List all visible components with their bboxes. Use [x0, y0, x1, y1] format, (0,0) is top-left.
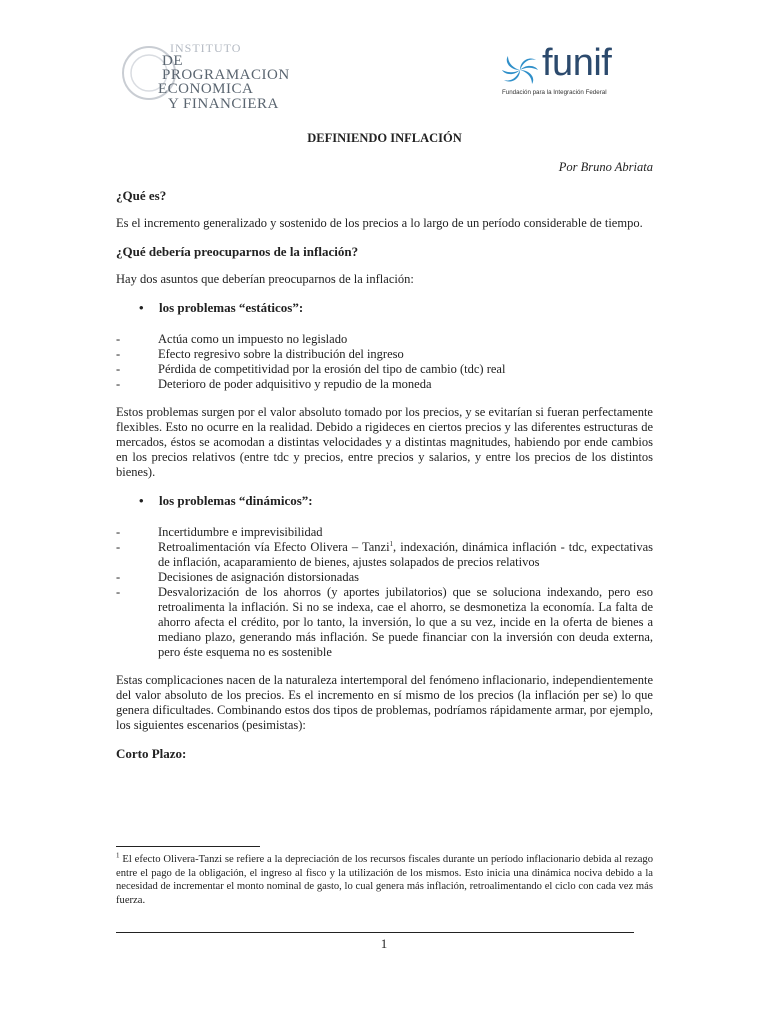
dash-icon: - [116, 525, 121, 539]
footnote-mark: 1 [116, 851, 120, 860]
logo-line-4: Y FINANCIERA [168, 96, 279, 112]
list-item: - Desvalorización de los ahorros (y aportes jubilatorios) que se soluciona indexando, pero eso retroalimenta la inflación. Si no se indexa, cae el ahorro, se desmonetiza la economía. La falta de ahorro afecta el crédito, por lo tanto, la inversión, lo que a su vez, incide en la oferta de bienes a mediano plazo, generando más inflación. Se puede financiar con la inversión con deuda externa, pero éste esquema no es sostenible [116, 585, 653, 659]
intro-paragraph: Hay dos asuntos que deberían preocuparnos de la inflación: [116, 272, 414, 286]
footnote-text: El efecto Olivera-Tanzi se refiere a la depreciación de los recursos fiscales durante un período inflacionario debida al rezago entre el pago de la obligación, el ingreso al fisco y la utilización de los mismos. Esto inicia una dinámica nociva debido a la necesidad de incrementar el monto nominal de gasto, lo cual genera más inflación, retroalimentando el ciclo con cada vez más fuerza. [116, 854, 653, 906]
list-item: - Incertidumbre e imprevisibilidad [116, 525, 323, 539]
funif-logo [500, 42, 650, 102]
dash-icon: - [116, 377, 121, 391]
conclusion-paragraph: Estas complicaciones nacen de la naturaleza intertemporal del fenómeno inflacionario, independientemente del valor absoluto de los precios. Es el incremento en sí mismo de los precios (la inflación per se) lo que genera dificultades. Combinando estos dos tipos de problemas, podríamos rápidamente armar, por ejemplo, los siguientes escenarios (pesimistas): [116, 673, 653, 732]
document-title: DEFINIENDO INFLACIÓN [307, 131, 462, 145]
question-why-worry: ¿Qué debería preocuparnos de la inflación? [116, 244, 359, 259]
static-problems-label: los problemas “estáticos”: [159, 300, 304, 315]
dash-icon: - [116, 362, 121, 376]
footnote-divider [116, 846, 260, 847]
dash-icon: - [116, 570, 121, 584]
page-number: 1 [380, 936, 388, 951]
logo-line-2: DE PROGRAMACION [162, 53, 290, 83]
bullet-icon: • [139, 493, 144, 508]
footer-divider [116, 932, 634, 933]
list-item: - Deterioro de poder adquisitivo y repudio de la moneda [116, 377, 432, 391]
definition-paragraph: Es el incremento generalizado y sostenido de los precios a lo largo de un período considerable de tiempo. [116, 216, 643, 230]
static-explanation-paragraph: Estos problemas surgen por el valor absoluto tomado por los precios, y se evitarían si fueran perfectamente flexibles. Esto no ocurre en la realidad. Debido a rigideces en ciertos precios y las diferentes estructuras de mercados, éstos se acomodan a distintas velocidades y a distintas magnitudes, habiendo por ende cambios en los precios relativos (entre tdc y precios, entre precios y salarios, y entre los precios de los distintos bienes). [116, 405, 653, 479]
dash-icon: - [116, 332, 121, 346]
dynamic-problems-list [116, 525, 653, 660]
section-short-term: Corto Plazo: [116, 746, 187, 761]
question-what-is: ¿Qué es? [116, 188, 167, 203]
dynamic-problems-label: los problemas “dinámicos”: [159, 493, 313, 508]
dynamic-problems-heading [139, 493, 653, 508]
list-item: - Actúa como un impuesto no legislado [116, 332, 348, 346]
logo-line-3: ECONOMICA [158, 81, 254, 97]
swirl-icon [500, 52, 540, 88]
list-item: - Efecto regresivo sobre la distribución del ingreso [116, 347, 404, 361]
list-item: - Retroalimentación vía Efecto Olivera – Tanzi$^1$, indexación, dinámica inflación - tdc, expectativas de inflación, acaparamiento de bienes, ajustes solapados de precios relativos [116, 539, 653, 569]
static-problems-list [116, 332, 653, 392]
ipef-logo [118, 40, 290, 112]
list-item: - Decisiones de asignación distorsionadas [116, 570, 359, 584]
footnote-reference[interactable]: 1 [389, 539, 394, 548]
footnote [116, 853, 653, 907]
author-line: Por Bruno Abriata [558, 160, 653, 174]
document-body [116, 131, 653, 774]
funif-name: funif [542, 42, 612, 84]
static-problems-heading [139, 300, 653, 315]
funif-subtitle: Fundación para la Integración Federal [502, 89, 607, 96]
dash-icon: - [116, 540, 121, 554]
logo-line-1: INSTITUTO [170, 41, 242, 55]
list-item: - Pérdida de competitividad por la erosión del tipo de cambio (tdc) real [116, 362, 506, 376]
dash-icon: - [116, 585, 121, 599]
bullet-icon: • [139, 300, 144, 315]
dash-icon: - [116, 347, 121, 361]
